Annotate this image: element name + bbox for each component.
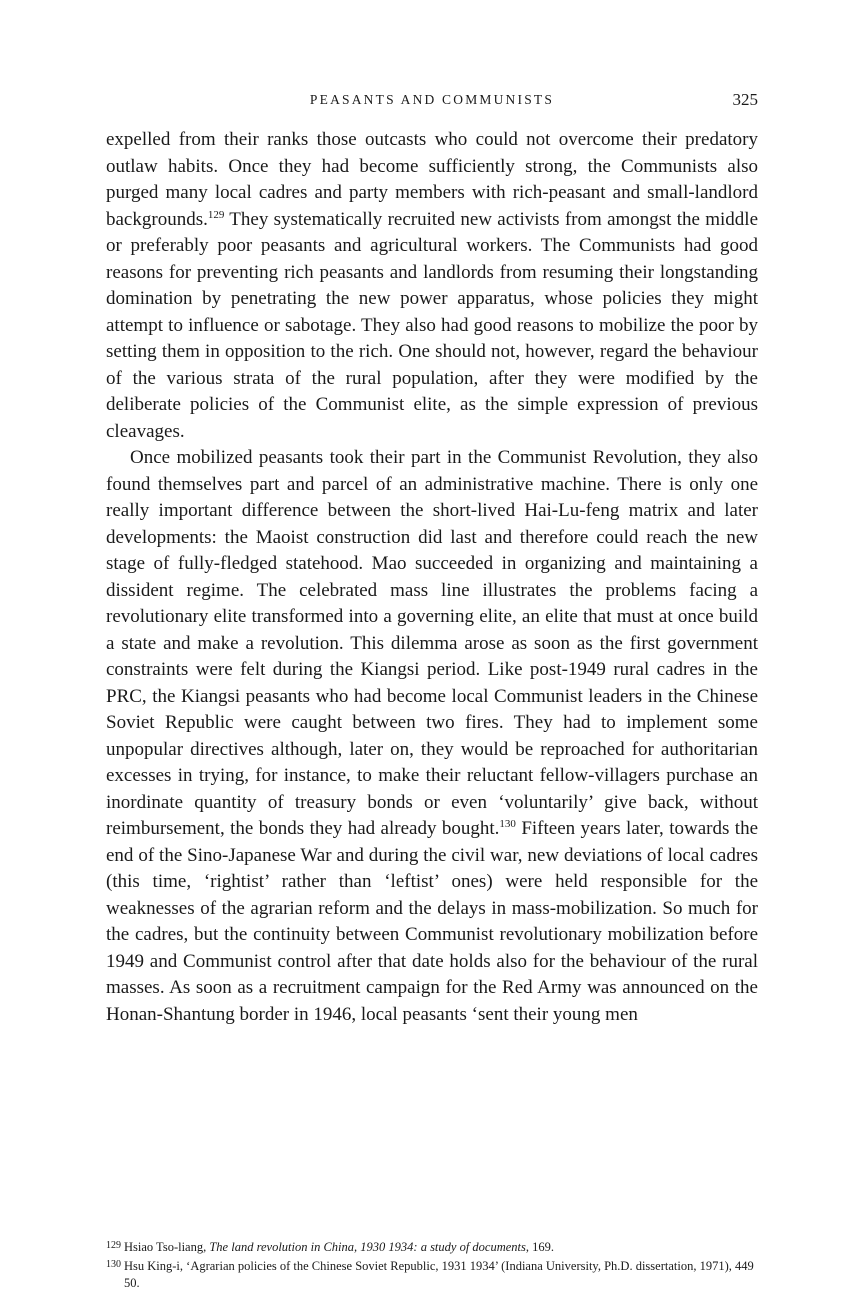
page-number: 325 (732, 90, 758, 109)
paragraph-text: They systematically recruited new activists from amongst the middle or preferably poor peasants and agricultural workers. The Communists had good reasons for preventing rich peasants and landlords from resuming their longstanding domination by penetrating the new power apparatus, whose policies they might attempt to influence or sabotage. They also had good reasons to mobilize the poor by setting them in opposition to the rich. One should not, however, regard the behaviour of the various strata of the rural population, after they were modified by the deliberate policies of the Communist elite, as the simple expression of previous cleavages. (106, 208, 758, 442)
page (106, 90, 758, 1028)
running-title: PEASANTS AND COMMUNISTS (309, 92, 555, 107)
paragraph-text: Fifteen years later, towards the end of the Sino-Japanese War and during the civil war, new deviations of local cadres (this time, ‘rightist’ rather than ‘leftist’ ones) were held responsible for the weaknesses of the agrarian reform and the delays in mass-mobilization. So much for the cadres, but the continuity between Communist revolutionary mobilization before 1949 and Communist control after that date holds also for the behaviour of the rural masses. As soon as a recruitment campaign for the Red Army was announced on the Honan-Shantung border in 1946, local peasants ‘sent their young men (106, 818, 758, 1025)
footnote-mark: 130 (106, 1259, 121, 1270)
footnotes (106, 1237, 758, 1292)
footnote-reference: 130 (499, 818, 516, 830)
page-header (106, 90, 758, 116)
paragraph (106, 445, 758, 1028)
footnote-text: Hsu King-i, ‘Agrarian policies of the Chinese Soviet Republic, 1931 1934’ (Indiana University, Ph.D. dissertation, 1971), 449 50. (124, 1259, 754, 1290)
paragraph-text: expelled from their ranks those outcasts who could not overcome their predatory outlaw habits. Once they had become sufficiently strong, the Communists also purged many local cadres and party members with rich-peasant and small-landlord backgrounds. (106, 129, 758, 230)
footnote-mark: 129 (106, 1240, 121, 1251)
footnote-text: , 169. (525, 1240, 555, 1254)
paragraph (106, 127, 758, 445)
footnote-reference: 129 (207, 208, 225, 221)
paragraph-text: Once mobilized peasants took their part in the Communist Revolution, they also found themselves part and parcel of an administrative machine. There is only one really important difference between the short-lived Hai-Lu-feng matrix and later developments: the Maoist construction did last and therefore could reach the new stage of fully-fledged statehood. Mao succeeded in organizing and maintaining a dissident regime. The celebrated mass line illustrates the problems facing a revolutionary elite transformed into a governing elite, an elite that must at once build a state and make a revolution. This dilemma arose as soon as the first government constraints were felt during the Kiangsi period. Like post-1949 rural cadres in the PRC, the Kiangsi peasants who had become local Communist leaders in the Chinese Soviet Republic were caught between two fires. They had to implement some unpopular directives although, later on, they would be reproached for authoritarian excesses in trying, for instance, to make their reluctant fellow-villagers purchase an inordinate quantity of treasury bonds or even ‘voluntarily’ give back, without reimbursement, the bonds they had already bought. (106, 447, 758, 839)
footnote-title: The land revolution in China, 1930 1934: a study of documents (209, 1240, 526, 1254)
body-text (106, 127, 758, 1028)
footnote-text: Hsiao Tso-liang, (124, 1240, 210, 1254)
footnote (106, 1256, 758, 1292)
footnote (106, 1237, 758, 1256)
